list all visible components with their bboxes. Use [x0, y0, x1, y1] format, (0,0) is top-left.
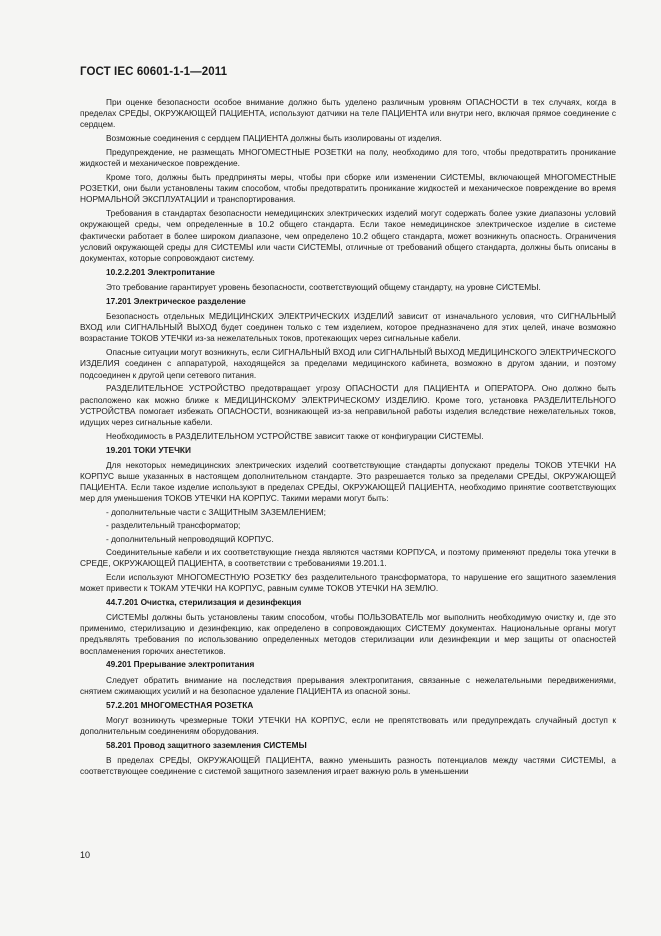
paragraph: Предупреждение, не размещать МНОГОМЕСТНЫЕ РОЗЕТКИ на полу, необходимо для того, чтобы предотвратить проникание жидкостей и механическое повреждение.	[80, 147, 616, 169]
document-header: ГОСТ IEC 60601-1-1—2011	[80, 66, 228, 78]
paragraph: Необходимость в РАЗДЕЛИТЕЛЬНОМ УСТРОЙСТВЕ зависит также от конфигурации СИСТЕМЫ.	[106, 430, 484, 441]
paragraph: При оценке безопасности особое внимание должно быть уделено различным уровням ОПАСНОСТИ в тех случаях, когда в пределах СРЕДЫ, ОКРУЖАЮЩЕЙ ПАЦИЕНТА, используют датчики на теле ПАЦИЕНТА или внутри него, включая прямое соединение с сердцем.	[80, 97, 616, 130]
paragraph: Возможные соединения с сердцем ПАЦИЕНТА должны быть изолированы от изделия.	[106, 133, 442, 144]
section-heading: 57.2.201 МНОГОМЕСТНАЯ РОЗЕТКА	[106, 699, 254, 710]
section-heading: 10.2.2.201 Электропитание	[106, 266, 215, 277]
paragraph: Следует обратить внимание на последствия прерывания электропитания, связанные с нежелательными передвижениями, снятием сжимающих усилий и на безопасное удаление ПАЦИЕНТА из опасной зоны.	[80, 674, 616, 696]
list-item: - дополнительные части с ЗАЩИТНЫМ ЗАЗЕМЛЕНИЕМ;	[106, 507, 326, 518]
section-heading: 17.201 Электрическое разделение	[106, 295, 246, 306]
paragraph: Кроме того, должны быть предприняты меры, чтобы при сборке или изменении СИСТЕМЫ, включающей МНОГОМЕСТНЫЕ РОЗЕТКИ, они были установлены таким способом, чтобы предотвратить проникание жидкостей и механическое повреждение во время НОРМАЛЬНОЙ ЭКСПЛУАТАЦИИ и транспортирования.	[80, 172, 616, 205]
page-number: 10	[80, 850, 91, 860]
section-heading: 44.7.201 Очистка, стерилизация и дезинфекция	[106, 596, 302, 607]
paragraph: СИСТЕМЫ должны быть установлены таким способом, чтобы ПОЛЬЗОВАТЕЛЬ мог выполнить необходимую очистку и, где это применимо, стерилизацию и дезинфекцию, как определено в сопровождающих СИСТЕМУ документах. Национальные органы могут предъявлять требования по использованию определенных методов стерилизации или дезинфекции и мер защиты от опасностей воспламенения горючих анестетиков.	[80, 612, 616, 656]
paragraph: Требования в стандартах безопасности немедицинских электрических изделий могут содержать более узкие диапазоны условий окружающей среды, чем определенные в 10.2 общего стандарта. Если такое немедицинское электрическое изделие в системе фактически работает в более широком диапазоне, чем определено 10.2 общего стандарта, может возникнуть опасность. Ограничения условий окружающей среды для СИСТЕМЫ или части СИСТЕМЫ, отличные от требований общего стандарта, должны быть описаны в документах, которые сопровождают систему.	[80, 208, 616, 264]
paragraph: Для некоторых немедицинских электрических изделий соответствующие стандарты допускают пределы ТОКОВ УТЕЧКИ НА КОРПУС выше указанных в настоящем дополнительном стандарте. Это разрешается только за пределами СРЕДЫ, ОКРУЖАЮЩЕЙ ПАЦИЕНТА. Если такое изделие используют в пределах СРЕДЫ, ОКРУЖАЮЩЕЙ ПАЦИЕНТА, необходимо принятие соответствующих мер для уменьшения ТОКОВ УТЕЧКИ НА КОРПУС. Такими мерами могут быть:	[80, 459, 616, 504]
section-heading: 19.201 ТОКИ УТЕЧКИ	[106, 444, 191, 455]
section-heading: 58.201 Провод защитного заземления СИСТЕМЫ	[106, 739, 307, 750]
paragraph: Могут возникнуть чрезмерные ТОКИ УТЕЧКИ НА КОРПУС, если не препятствовать или предупреждать случайный доступ к дополнительным соединениям оборудования.	[80, 714, 616, 737]
paragraph: РАЗДЕЛИТЕЛЬНОЕ УСТРОЙСТВО предотвращает угрозу ОПАСНОСТИ для ПАЦИЕНТА и ОПЕРАТОРА. Оно должно быть расположено как можно ближе к МЕДИЦИНСКОМУ ЭЛЕКТРИЧЕСКОМУ ИЗДЕЛИЮ. Кроме того, установка РАЗДЕЛИТЕЛЬНОГО УСТРОЙСТВА помогает избежать ОПАСНОСТИ, возникающей из-за неправильной работы изделия вследствие нежелательных токов, идущих через сигнальные кабели.	[80, 383, 616, 428]
paragraph: Это требование гарантирует уровень безопасности, соответствующий общему стандарту, на уровне СИСТЕМЫ.	[106, 282, 541, 293]
list-item: - разделительный трансформатор;	[106, 520, 241, 531]
paragraph: В пределах СРЕДЫ, ОКРУЖАЮЩЕЙ ПАЦИЕНТА, важно уменьшить разность потенциалов между частями СИСТЕМЫ, а соответствующее соединение с системой защитного заземления играет важную роль в уменьшении	[80, 755, 616, 777]
paragraph: Соединительные кабели и их соответствующие гнезда являются частями КОРПУСА, и поэтому применяют пределы тока утечки в СРЕДЕ, ОКРУЖАЮЩЕЙ ПАЦИЕНТА, в соответствии с требованиями 19.201.1.	[80, 546, 616, 569]
paragraph: Опасные ситуации могут возникнуть, если СИГНАЛЬНЫЙ ВХОД или СИГНАЛЬНЫЙ ВЫХОД МЕДИЦИНСКОГО ЭЛЕКТРИЧЕСКОГО ИЗДЕЛИЯ соединен с аппаратурой, находящейся за пределами медицинского кабинета, возможно в другом здании, и поэтому подсоединен к другой цепи сетевого питания.	[80, 347, 616, 380]
paragraph: Безопасность отдельных МЕДИЦИНСКИХ ЭЛЕКТРИЧЕСКИХ ИЗДЕЛИЙ зависит от изначального условия, что СИГНАЛЬНЫЙ ВХОД или СИГНАЛЬНЫЙ ВЫХОД будет соединен только с тем изделием, которое предназначено для этих целей, иначе возможно возрастание ТОКОВ УТЕЧКИ из-за нежелательных токов, протекающих через сигнальные кабели.	[80, 311, 616, 344]
document-body	[80, 97, 616, 780]
list-item: - дополнительный непроводящий КОРПУС.	[106, 533, 274, 544]
paragraph: Если используют МНОГОМЕСТНУЮ РОЗЕТКУ без разделительного трансформатора, то нарушение его защитного заземления может привести к ТОКАМ УТЕЧКИ НА КОРПУС, равным сумме ТОКОВ УТЕЧКИ НА ЗЕМЛЮ.	[80, 571, 616, 594]
section-heading: 49.201 Прерывание электропитания	[106, 659, 255, 670]
